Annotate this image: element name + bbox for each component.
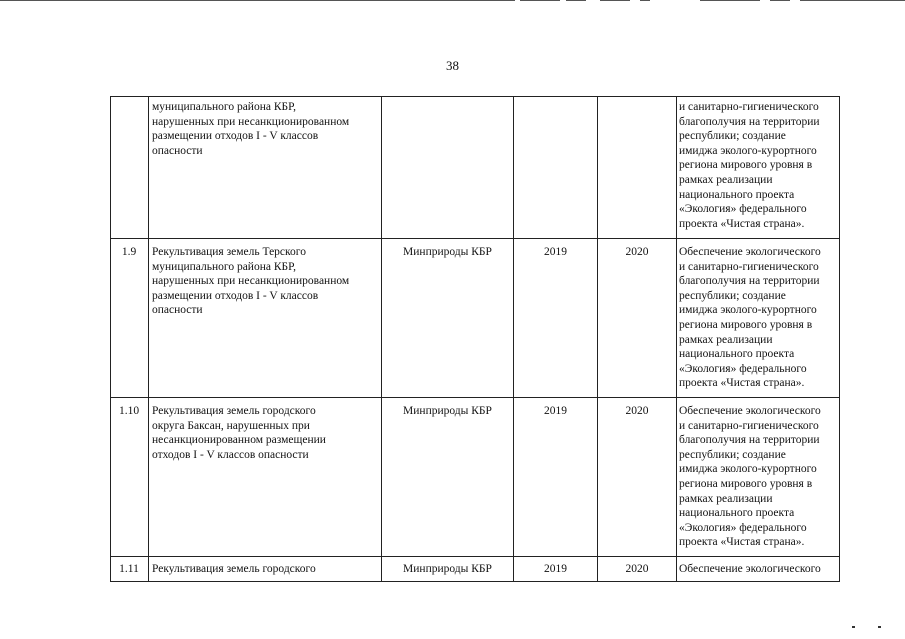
row-number: 1.9 bbox=[121, 246, 137, 258]
measure-name: муниципального района КБР, нарушенных при несанкционированном размещении отходов I - V классов опасности bbox=[152, 101, 350, 157]
scan-speck bbox=[878, 626, 881, 628]
table-border-top bbox=[110, 96, 840, 97]
executor: Минприроды КБР bbox=[403, 563, 492, 575]
row-number: 1.10 bbox=[118, 405, 140, 417]
measure-name: Рекультивация земель городского округа Баксан, нарушенных при несанкционированном размещении отходов I - V классов опасности bbox=[152, 405, 326, 461]
expected-result: Обеспечение экологического и санитарно-гигиенического благополучия на территории республики; создание имиджа эколого-курортного региона мирового уровня в рамках реализации национального проекта «Экология» федерального проекта «Чистая страна». bbox=[679, 246, 821, 390]
start-year: 2019 bbox=[544, 405, 567, 417]
start-year: 2019 bbox=[544, 246, 567, 258]
row-divider bbox=[110, 238, 840, 239]
page-number: 38 bbox=[446, 58, 459, 73]
executor: Минприроды КБР bbox=[403, 246, 492, 258]
column-divider bbox=[597, 96, 598, 582]
expected-result: и санитарно-гигиенического благополучия на территории республики; создание имиджа эколого-курортного региона мирового уровня в рамках реализации национального проекта «Экология» федерального проекта «Чистая страна». bbox=[679, 101, 820, 230]
column-divider bbox=[513, 96, 514, 582]
measure-name: Рекультивация земель Терского муниципального района КБР, нарушенных при несанкционированном размещении отходов I - V классов опасности bbox=[152, 246, 350, 317]
end-year: 2020 bbox=[625, 563, 649, 575]
scan-edge-artifact bbox=[0, 0, 905, 3]
end-year: 2020 bbox=[625, 405, 649, 417]
measures-table bbox=[110, 96, 840, 582]
scan-speck bbox=[852, 626, 855, 628]
measure-name: Рекультивация земель городского bbox=[152, 563, 316, 575]
row-divider bbox=[110, 556, 840, 557]
expected-result: Обеспечение экологического и санитарно-гигиенического благополучия на территории республики; создание имиджа эколого-курортного региона мирового уровня в рамках реализации национального проекта «Экология» федерального проекта «Чистая страна». bbox=[679, 405, 821, 549]
executor: Минприроды КБР bbox=[403, 405, 492, 417]
row-divider bbox=[110, 397, 840, 398]
start-year: 2019 bbox=[544, 563, 567, 575]
table-border-left bbox=[110, 96, 111, 582]
end-year: 2020 bbox=[625, 246, 649, 258]
table-border-bottom bbox=[110, 581, 840, 582]
row-number: 1.11 bbox=[119, 563, 139, 575]
column-divider bbox=[148, 96, 149, 582]
expected-result: Обеспечение экологического bbox=[679, 563, 821, 575]
column-divider bbox=[676, 96, 677, 582]
column-divider bbox=[381, 96, 382, 582]
table-border-right bbox=[839, 96, 840, 582]
